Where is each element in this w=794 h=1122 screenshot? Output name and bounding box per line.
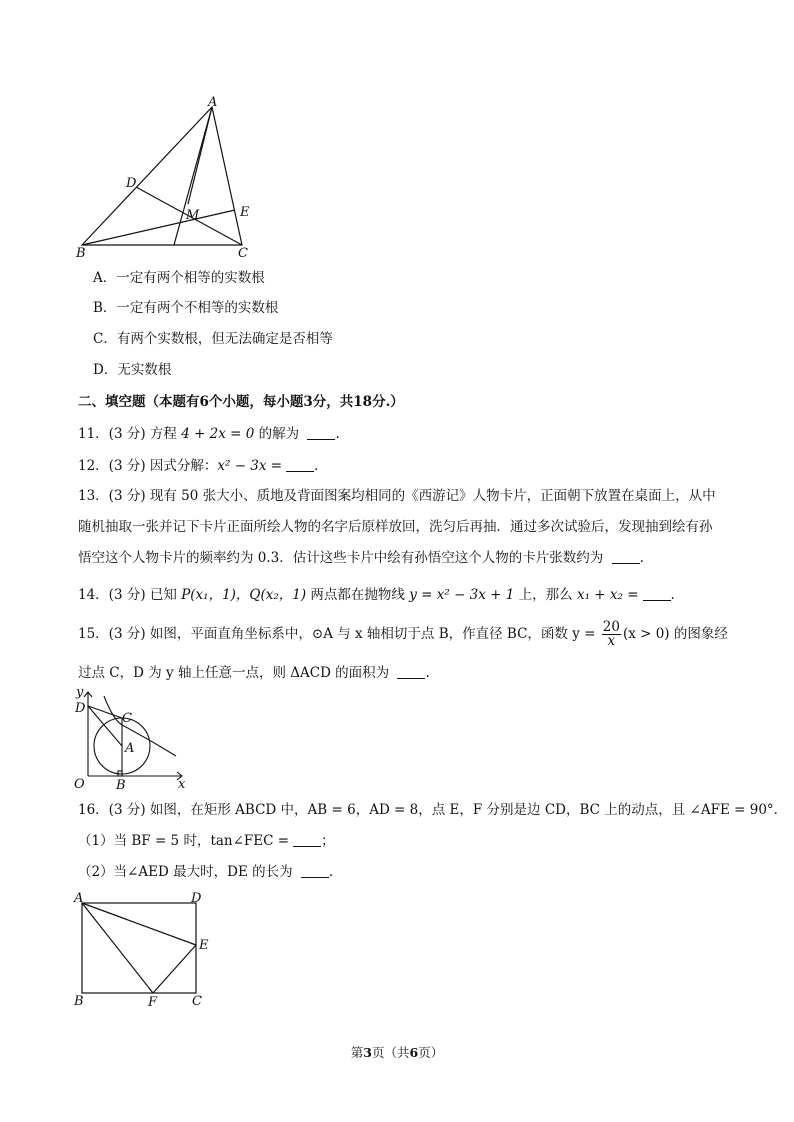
- question-13: [78, 481, 718, 574]
- label-b: B: [76, 246, 86, 261]
- section-title: 二、填空题（本题有6个小题，每小题3分，共18分.）: [78, 394, 404, 410]
- label-f: F: [148, 995, 158, 1010]
- option-d: D．无实数根: [93, 362, 172, 378]
- footer-mid: 页（共: [371, 1045, 410, 1060]
- answer-blank: [301, 863, 329, 878]
- question-15-line1: [78, 620, 728, 648]
- question-14: [78, 585, 675, 605]
- label-y: y: [76, 685, 84, 700]
- label-d: D: [126, 176, 137, 191]
- question-11: [78, 424, 340, 444]
- label-b: B: [74, 994, 84, 1009]
- q13-end: .: [639, 550, 644, 566]
- rectangle-figure: [72, 888, 222, 1010]
- label-d: D: [75, 701, 86, 716]
- q11-prefix: 11．(3 分) 方程: [78, 426, 182, 442]
- label-c: C: [192, 994, 202, 1009]
- q14-mid: 两点都在抛物线: [306, 587, 410, 603]
- label-c: C: [238, 246, 248, 261]
- footer-pre: 第: [350, 1045, 364, 1060]
- question-16-part2: [78, 862, 333, 882]
- q15-part1: 15．(3 分) 如图，平面直角坐标系中，⊙A 与 x 轴相切于点 B，作直径 BC，函数 y =: [78, 626, 600, 642]
- q15-part2: (x > 0) 的图象经: [622, 626, 728, 642]
- label-e: E: [240, 205, 250, 220]
- label-m: M: [186, 208, 200, 223]
- label-e: E: [199, 938, 209, 953]
- q12-expr: x² − 3x =: [217, 458, 283, 474]
- coordinate-figure: [72, 684, 192, 794]
- option-b: B．一定有两个不相等的实数根: [93, 300, 279, 316]
- q14-parabola: y = x² − 3x + 1: [409, 587, 515, 603]
- q16-sub2-end: .: [328, 864, 334, 880]
- label-c: C: [122, 711, 132, 726]
- label-a: A: [74, 891, 84, 906]
- question-16-part1: [78, 831, 335, 851]
- footer-post: 页）: [418, 1045, 444, 1060]
- question-15-line2: [78, 663, 430, 683]
- fraction: [602, 621, 621, 648]
- q12-prefix: 12．(3 分) 因式分解：: [78, 458, 218, 474]
- frac-den: x: [607, 633, 616, 649]
- answer-blank: [286, 457, 314, 472]
- question-12: [78, 456, 318, 476]
- answer-blank: [612, 549, 640, 564]
- q16-sub1-end: ；: [321, 833, 335, 849]
- question-16: 16．(3 分) 如图，在矩形 ABCD 中，AB = 6，AD = 8，点 E，F 分别是边 CD，BC 上的动点，且 ∠AFE = 90°．: [78, 802, 788, 818]
- label-a: A: [208, 96, 218, 110]
- q15-end: .: [425, 665, 430, 681]
- label-o: O: [74, 777, 85, 792]
- label-b: B: [116, 778, 126, 793]
- q14-prefix: 14．(3 分) 已知: [78, 587, 182, 603]
- q11-suffix: 的解为: [254, 426, 304, 442]
- q14-end: .: [670, 587, 675, 603]
- q11-expr: 4 + 2x = 0: [181, 426, 255, 442]
- answer-blank: [397, 664, 425, 679]
- label-x: x: [178, 777, 186, 792]
- q15-line2: 过点 C，D 为 y 轴上任意一点，则 ΔACD 的面积为: [78, 665, 394, 681]
- q16-sub2: （2）当∠AED 最大时，DE 的长为: [78, 864, 297, 880]
- q16-sub1: （1）当 BF = 5 时，tan∠FEC =: [78, 833, 290, 849]
- answer-blank: [643, 586, 671, 601]
- label-a: A: [125, 741, 135, 756]
- label-d: D: [191, 891, 202, 906]
- answer-blank: [307, 425, 335, 440]
- q12-end: .: [314, 458, 319, 474]
- q14-sum: x₁ + x₂ =: [576, 587, 639, 603]
- triangle-figure: [72, 96, 272, 262]
- frac-num: 20: [602, 619, 620, 635]
- q13-text: 13．(3 分) 现有 50 张大小、质地及背面图案均相同的《西游记》人物卡片，正面朝下放置在桌面上，从中随机抽取一张并记下卡片正面所绘人物的名字后原样放回，洗匀后再抽．通过多次试验后，发现抽到绘有孙悟空这个人物卡片的频率约为 0.3．估计这些卡片中绘有孙悟空这个人物的卡片张数约为: [78, 488, 716, 566]
- page-number: 3: [363, 1045, 372, 1060]
- q11-end: .: [335, 426, 340, 442]
- answer-blank: [293, 832, 321, 847]
- option-c: C．有两个实数根，但无法确定是否相等: [93, 331, 333, 347]
- page-footer: [0, 1043, 794, 1061]
- q14-points: P(x₁，1)，Q(x₂，1): [181, 587, 307, 603]
- page-total: 6: [409, 1045, 419, 1060]
- q14-mid2: 上，那么: [514, 587, 577, 603]
- option-a: A．一定有两个相等的实数根: [93, 270, 265, 286]
